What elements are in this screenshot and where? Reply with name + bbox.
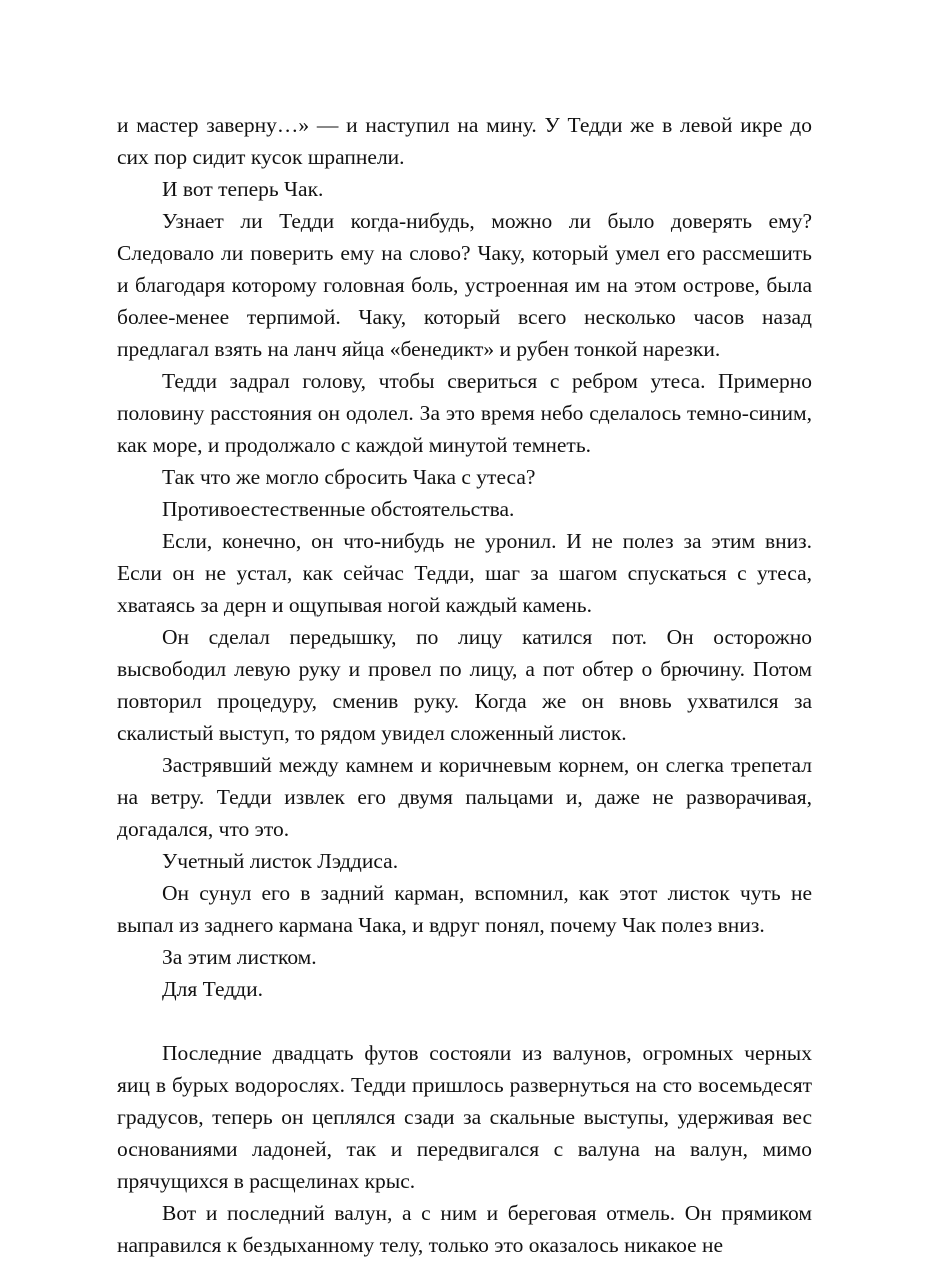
section-break [117, 1005, 812, 1037]
paragraph: Он сунул его в задний карман, вспомнил, как этот листок чуть не выпал из заднего кармана Чака, и вдруг понял, почему Чак полез вниз. [117, 881, 812, 937]
paragraph: и мастер заверну…» — и наступил на мину. У Тедди же в левой икре до сих пор сидит кусок шрапнели. [117, 113, 812, 169]
paragraph: Для Тедди. [162, 977, 263, 1001]
paragraph: Застрявший между камнем и коричневым корнем, он слегка трепетал на ветру. Тедди извлек его двумя пальцами и, даже не разворачивая, догадался, что это. [117, 753, 812, 841]
paragraph: Так что же могло сбросить Чака с утеса? [162, 465, 536, 489]
paragraph: Вот и последний валун, а с ним и береговая отмель. Он прямиком направился к бездыханному телу, только это оказалось никакое не [117, 1201, 812, 1257]
paragraph: Учетный листок Лэддиса. [162, 849, 399, 873]
paragraph: Узнает ли Тедди когда-нибудь, можно ли было доверять ему? Следовало ли поверить ему на слово? Чаку, который умел его рассмешить и благодаря которому головная боль, устроенная им на этом острове, была более-менее терпимой. Чаку, который всего несколько часов назад предлагал взять на ланч яйца «бенедикт» и рубен тонкой нарезки. [117, 209, 812, 361]
paragraph: За этим листком. [162, 945, 317, 969]
paragraph: Если, конечно, он что-нибудь не уронил. И не полез за этим вниз. Если он не устал, как сейчас Тедди, шаг за шагом спускаться с утеса, хватаясь за дерн и ощупывая ногой каждый камень. [117, 529, 812, 617]
book-page [117, 109, 812, 1261]
paragraph: Противоестественные обстоятельства. [162, 497, 515, 521]
paragraph: Последние двадцать футов состояли из валунов, огромных черных яиц в бурых водорослях. Тедди пришлось развернуться на сто восемьдесят градусов, теперь он цеплялся сзади за скальные выступы, удерживая вес основаниями ладоней, так и передвигался с валуна на валун, мимо прячущихся в расщелинах крыс. [117, 1041, 812, 1193]
paragraph: Он сделал передышку, по лицу катился пот. Он осторожно высвободил левую руку и провел по лицу, а пот обтер о брючину. Потом повторил процедуру, сменив руку. Когда же он вновь ухватился за скалистый выступ, то рядом увидел сложенный листок. [117, 625, 812, 745]
paragraph: Тедди задрал голову, чтобы свериться с ребром утеса. Примерно половину расстояния он одолел. За это время небо сделалось темно-синим, как море, и продолжало с каждой минутой темнеть. [117, 369, 812, 457]
paragraph: И вот теперь Чак. [162, 177, 324, 201]
